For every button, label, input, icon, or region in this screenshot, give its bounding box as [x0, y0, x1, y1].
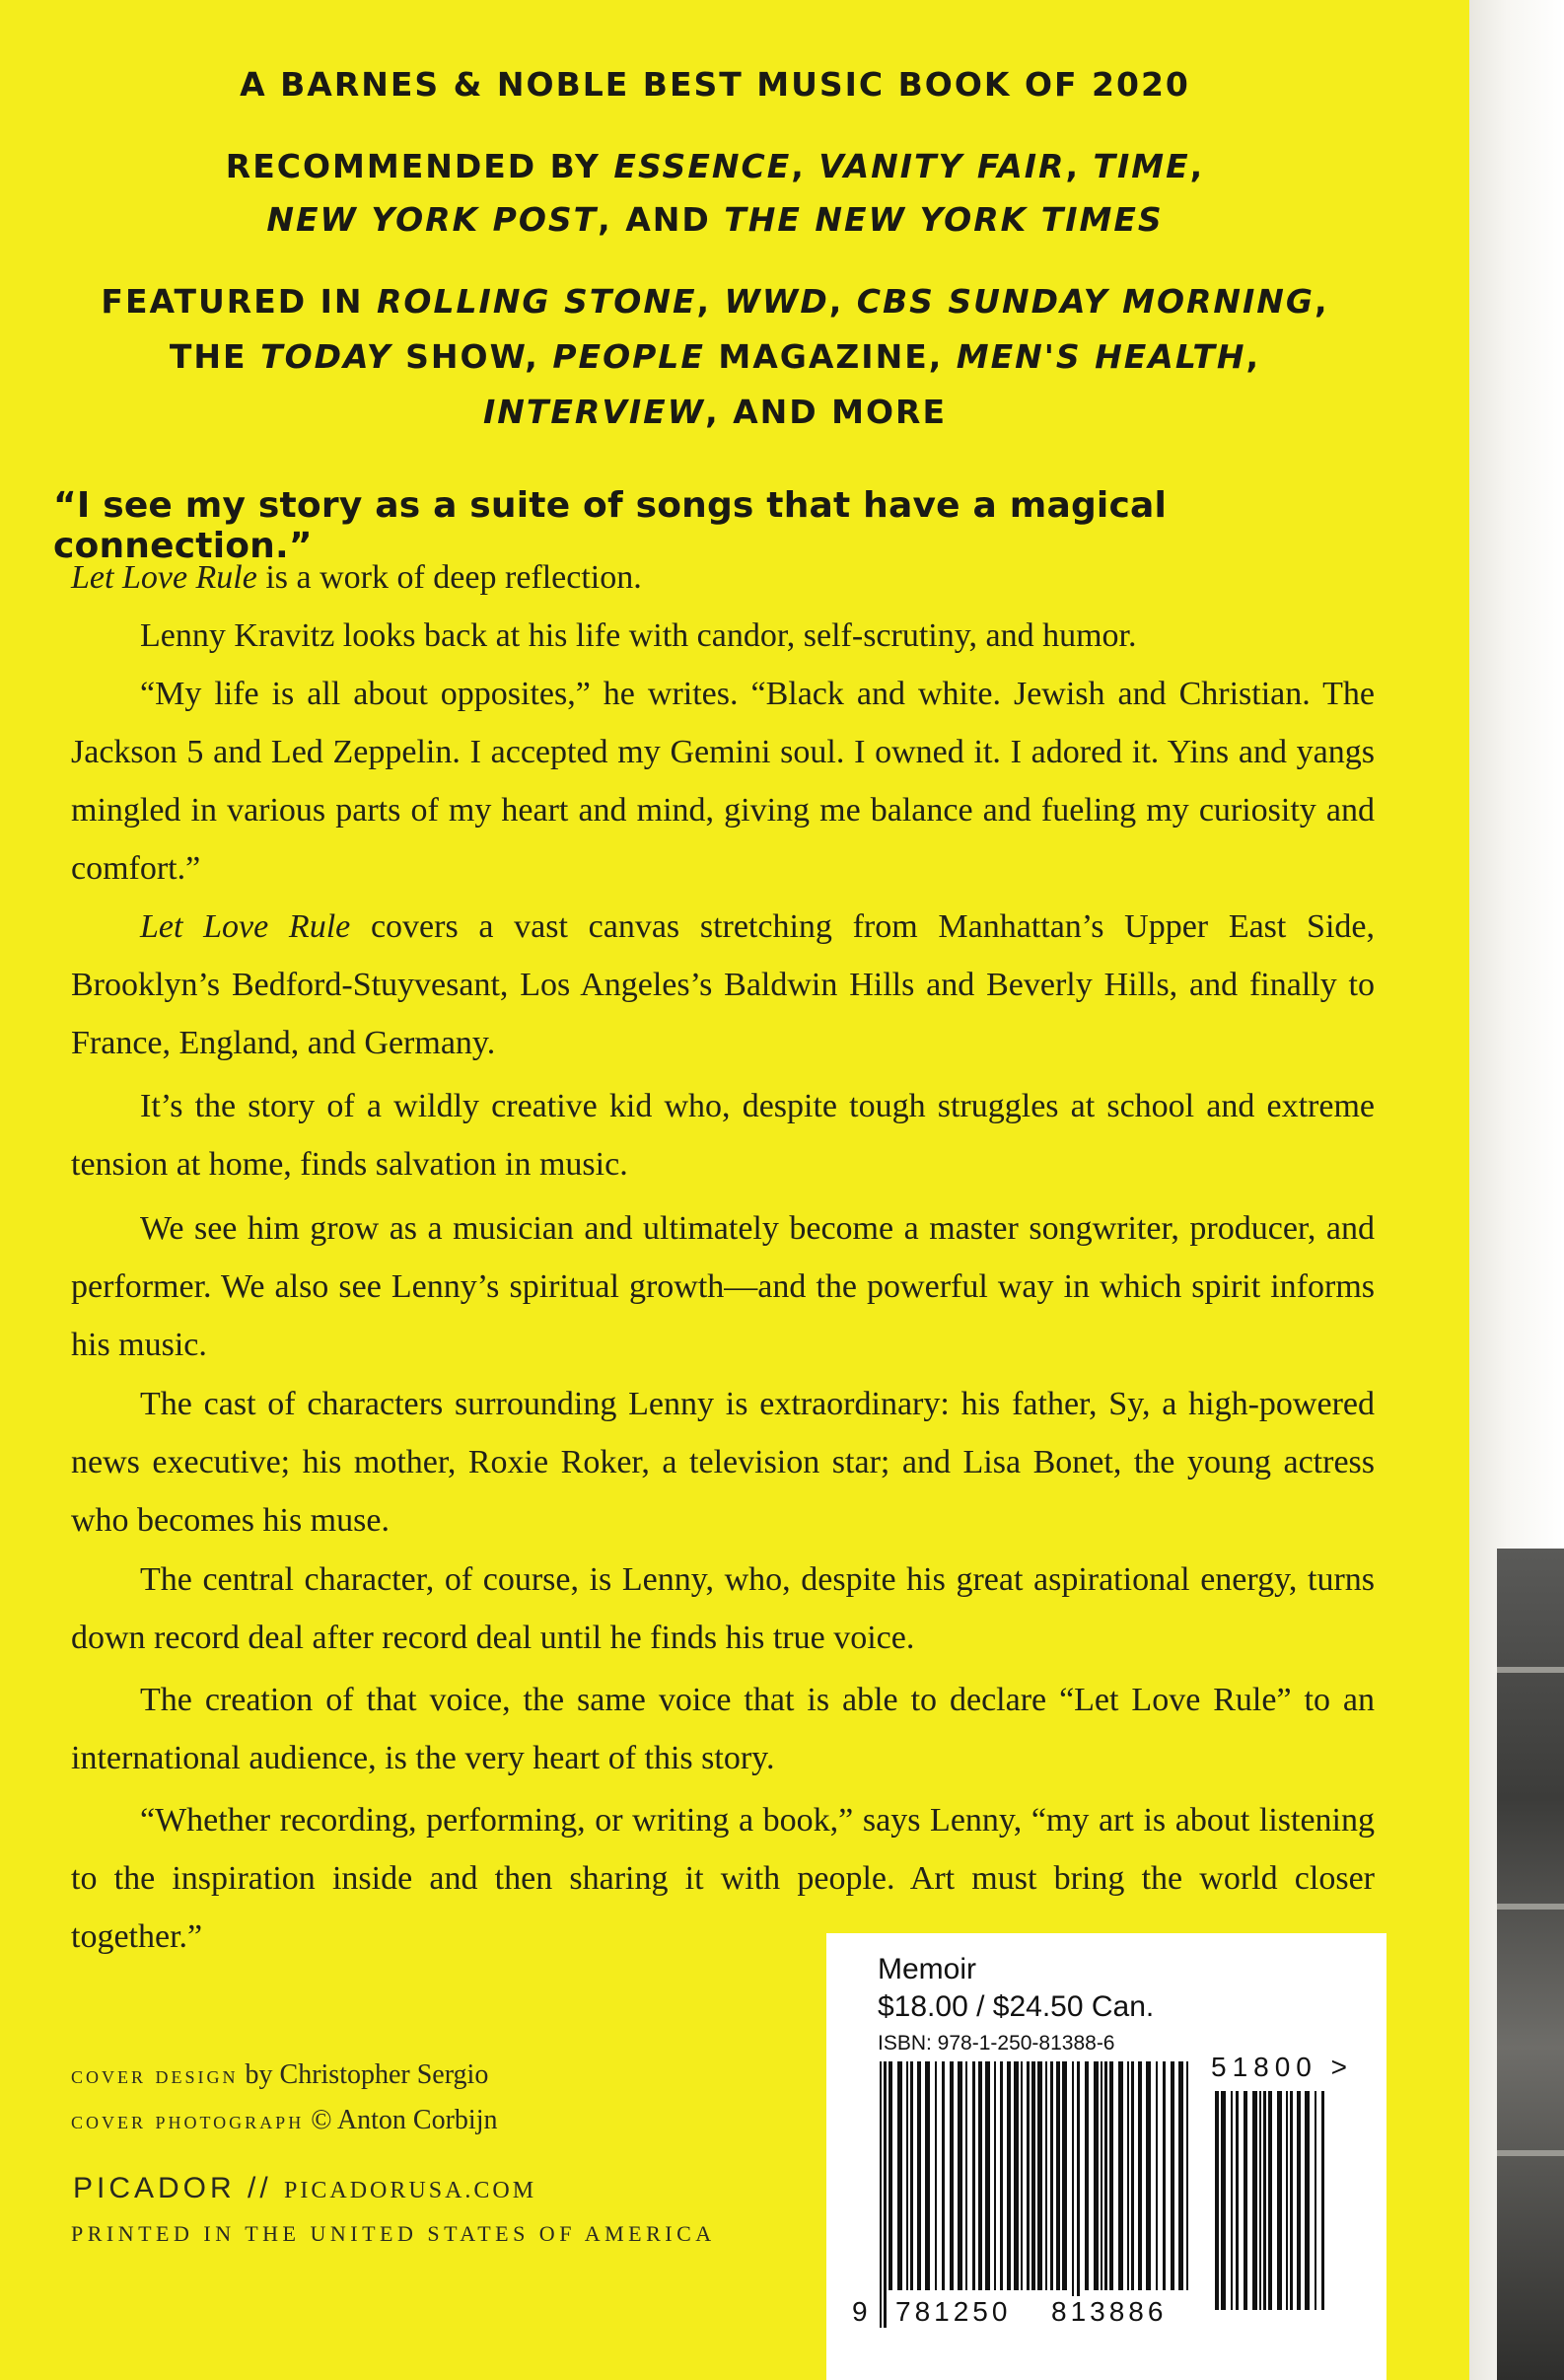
barcode-bar	[880, 2061, 882, 2328]
barcode-bar	[1109, 2061, 1113, 2290]
body-paragraph: Let Love Rule covers a vast canvas stretching from Manhattan’s Upper East Side, Brooklyn’s Bedford-Stuyvesant, Los Angeles’s Baldwin Hills and Beverly Hills, and finally to France, England, and Germany.	[71, 908, 1376, 1061]
featured-in: FEATURED IN ROLLING STONE, WWD, CBS SUNDAY MORNING, THE TODAY SHOW, PEOPLE MAGAZINE, MEN'S HEALTH, INTERVIEW, AND MORE	[101, 282, 1329, 431]
barcode-bar	[1321, 2091, 1324, 2310]
barcode-bar	[1286, 2091, 1288, 2310]
body-paragraph: It’s the story of a wildly creative kid who, despite tough struggles at school and extreme tension at home, finds salvation in music.	[71, 1088, 1375, 1183]
barcode-bar	[917, 2061, 921, 2290]
barcode-bar	[1315, 2091, 1316, 2310]
body-paragraph: Let Love Rule is a work of deep reflection.	[71, 559, 642, 596]
cover-photo-credit: cover photograph © Anton Corbijn	[71, 2105, 498, 2135]
barcode-bar	[1186, 2061, 1188, 2290]
barcode-bar	[1050, 2061, 1053, 2290]
barcode-bar	[1290, 2091, 1293, 2310]
award-line: A BARNES & NOBLE BEST MUSIC BOOK OF 2020	[240, 65, 1190, 104]
barcode-bar	[1077, 2061, 1080, 2328]
barcode-bar	[910, 2061, 913, 2290]
barcode-label	[826, 1933, 1386, 2380]
barcode-bar	[1037, 2061, 1042, 2290]
photo-streak	[1497, 2150, 1564, 2156]
barcode-bar	[1021, 2061, 1023, 2290]
price-label: $18.00 / $24.50 Can.	[878, 1990, 1155, 2023]
barcode-lead-digit: 9	[852, 2296, 868, 2327]
barcode-bar	[1014, 2061, 1019, 2290]
body-paragraph: The cast of characters surrounding Lenny is extraordinary: his father, Sy, a high-powered news executive; his mother, Roxie Roker, a television star; and Lisa Bonet, the young actress who becomes his muse.	[71, 1386, 1375, 1539]
barcode-bar	[1244, 2091, 1247, 2310]
body-paragraph: “My life is all about opposites,” he writes. “Black and white. Jewish and Christian. The Jackson 5 and Led Zeppelin. I accepted my Gemini soul. I owned it. I adored it. Yins and yangs mingled in various parts of my heart and mind, giving me balance and fueling my curiosity and comfort.”	[71, 676, 1375, 887]
barcode-bar	[1027, 2061, 1030, 2290]
barcode-bar	[1305, 2091, 1310, 2310]
barcode-bar	[906, 2061, 908, 2290]
barcode-bar	[925, 2061, 930, 2290]
barcode-bar	[1221, 2091, 1226, 2310]
barcode-bar	[958, 2061, 962, 2290]
barcode-bar	[1101, 2061, 1102, 2290]
barcode-left-digits: 781250	[895, 2296, 1012, 2327]
barcode-bar	[1056, 2061, 1060, 2290]
barcode-bar	[1118, 2061, 1123, 2290]
barcode-bar	[950, 2061, 954, 2290]
barcode-bar	[1277, 2091, 1282, 2310]
photo-streak	[1497, 1904, 1564, 1910]
barcode-bar	[1178, 2061, 1183, 2290]
edge-photo-strip	[1497, 1549, 1564, 2380]
isbn-barcode-bars	[878, 2061, 1197, 2328]
barcode-bar	[1072, 2061, 1074, 2328]
barcode-bar	[994, 2061, 996, 2290]
barcode-bar	[1062, 2061, 1067, 2290]
barcode-bar	[1000, 2061, 1003, 2290]
pull-quote: “I see my story as a suite of songs that have a magical connection.”	[53, 485, 1168, 566]
barcode-bar	[884, 2061, 887, 2328]
isbn-label: ISBN: 978-1-250-81388-6	[878, 2032, 1115, 2055]
barcode-bar	[1263, 2091, 1266, 2310]
barcode-bar	[1085, 2061, 1089, 2290]
printed-in-line: PRINTED IN THE UNITED STATES OF AMERICA	[71, 2221, 716, 2246]
barcode-bar	[1236, 2091, 1239, 2310]
barcode-bar	[889, 2061, 892, 2290]
barcode-bar	[965, 2061, 967, 2290]
barcode-bar	[1045, 2061, 1047, 2290]
barcode-bar	[1156, 2061, 1158, 2290]
barcode-bar	[1131, 2061, 1134, 2290]
body-paragraph: We see him grow as a musician and ultimately become a master songwriter, producer, and performer. We also see Lenny’s spiritual growth—and the powerful way in which spirit informs his music.	[71, 1210, 1375, 1363]
barcode-bar	[985, 2061, 990, 2290]
addon-barcode-bars	[1213, 2091, 1331, 2347]
barcode-bar	[1297, 2091, 1301, 2310]
barcode-bar	[1215, 2091, 1219, 2310]
barcode-bar	[1104, 2061, 1107, 2290]
addon-barcode	[1213, 2091, 1331, 2347]
body-paragraph: Lenny Kravitz looks back at his life with candor, self-scrutiny, and humor.	[140, 617, 1137, 654]
body-paragraph: The central character, of course, is Lenny, who, despite his great aspirational energy, turns down record deal after record deal until he finds his true voice.	[71, 1561, 1375, 1656]
barcode-bar	[1252, 2091, 1257, 2310]
barcode-bar	[935, 2061, 937, 2290]
barcode-bar	[1146, 2061, 1151, 2290]
recommended-by: RECOMMENDED BY ESSENCE, VANITY FAIR, TIME, NEW YORK POST, AND THE NEW YORK TIMES	[225, 147, 1205, 239]
body-paragraph: “Whether recording, performing, or writing a book,” says Lenny, “my art is about listening to the inspiration inside and then sharing it with people. Art must bring the world closer together.”	[71, 1802, 1375, 1955]
barcode-bar	[1138, 2061, 1142, 2290]
barcode-bar	[1259, 2091, 1261, 2310]
barcode-bar	[897, 2061, 902, 2290]
barcode-bar	[1007, 2061, 1011, 2290]
isbn-barcode	[878, 2061, 1197, 2328]
barcode-bar	[1094, 2061, 1099, 2290]
addon-code: 51800 >	[1211, 2052, 1353, 2082]
barcode-bar	[1163, 2061, 1166, 2290]
cover-design-credit: cover design by Christopher Sergio	[71, 2059, 489, 2090]
barcode-bar	[1268, 2091, 1272, 2310]
barcode-right-digits: 813886	[1051, 2296, 1168, 2327]
barcode-bar	[942, 2061, 945, 2290]
barcode-bar	[978, 2061, 982, 2290]
photo-streak	[1497, 1667, 1564, 1673]
category-label: Memoir	[878, 1953, 977, 1985]
barcode-bar	[972, 2061, 975, 2290]
barcode-bar	[1171, 2061, 1174, 2290]
barcode-bar	[1231, 2091, 1233, 2310]
publisher-line: PICADOR // PICADORUSA.COM	[73, 2172, 537, 2204]
barcode-bar	[1031, 2061, 1035, 2290]
barcode-bar	[1127, 2061, 1129, 2290]
body-paragraph: The creation of that voice, the same voice that is able to declare “Let Love Rule” to an international audience, is the very heart of this story.	[71, 1682, 1375, 1776]
